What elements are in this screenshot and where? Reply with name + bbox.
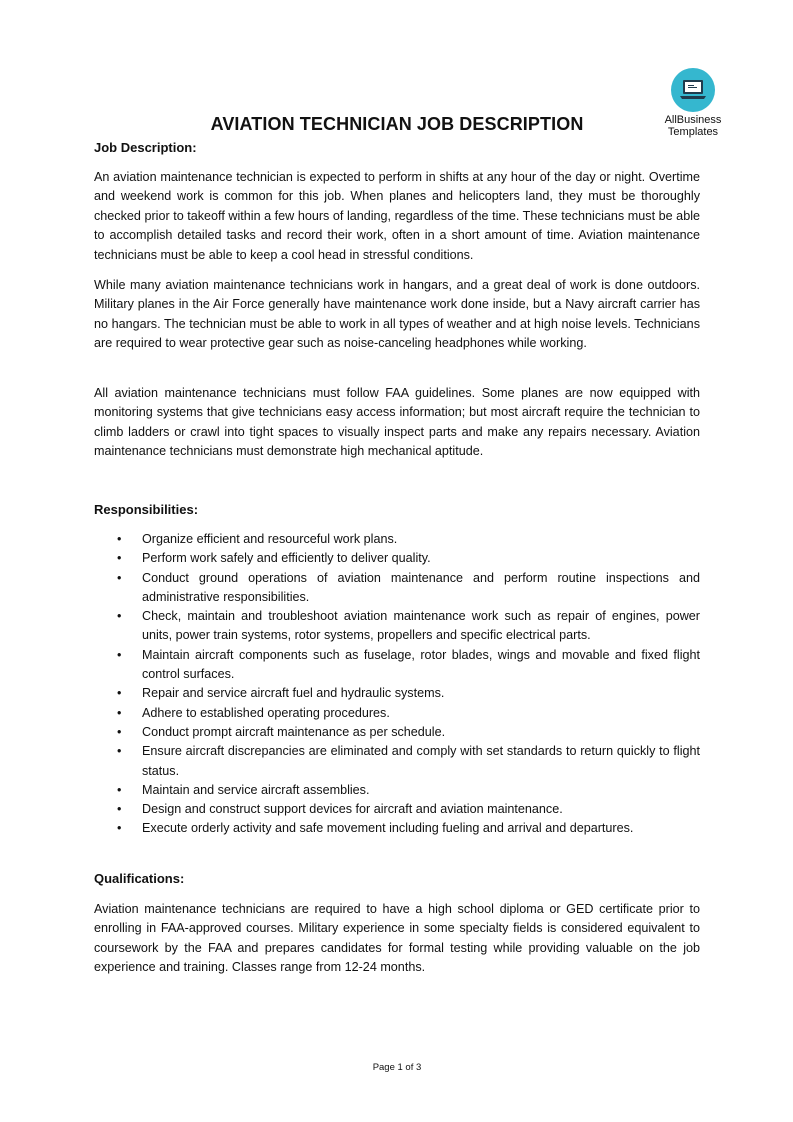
qualifications-heading: Qualifications: xyxy=(94,871,185,886)
list-item: • Maintain aircraft components such as fuselage, rotor blades, wings and movable and fixed flight control surfaces. xyxy=(117,647,700,682)
document-title: AVIATION TECHNICIAN JOB DESCRIPTION xyxy=(210,114,584,134)
page-number: Page 1 of 3 xyxy=(372,1062,422,1073)
list-item: • Conduct prompt aircraft maintenance as per schedule. xyxy=(117,724,446,739)
list-item: • Organize efficient and resourceful work plans. xyxy=(117,532,398,546)
qualifications-paragraph: Aviation maintenance technicians are required to have a high school diploma or GED certificate prior to enrolling in FAA-approved courses. Military experience in some specialty fields is considered equivalent to coursework by the FAA and prepares candidates for formal testing while providing valuable on the job experience and training. Classes range from 12-24 months. xyxy=(94,902,700,975)
list-item: • Design and construct support devices for aircraft and aviation maintenance. xyxy=(117,802,563,817)
logo-text-line2: Templates xyxy=(667,126,719,138)
list-item: • Conduct ground operations of aviation maintenance and perform routine inspections and administrative responsibilities. xyxy=(117,570,700,604)
logo-text-line1: AllBusiness xyxy=(664,114,722,126)
list-item: • Adhere to established operating procedures. xyxy=(117,705,390,720)
list-item: • Ensure aircraft discrepancies are eliminated and comply with set standards to return quickly to flight status. xyxy=(117,744,700,778)
responsibilities-heading: Responsibilities: xyxy=(94,502,199,517)
list-item: • Execute orderly activity and safe movement including fueling and arrival and departures. xyxy=(117,821,634,836)
list-item: • Perform work safely and efficiently to deliver quality. xyxy=(117,551,431,566)
job-description-heading: Job Description: xyxy=(94,140,197,155)
list-item: • Maintain and service aircraft assemblies. xyxy=(117,782,370,797)
job-description-paragraph-3: All aviation maintenance technicians must follow FAA guidelines. Some planes are now equipped with monitoring systems that give technicians easy access information; but most aircraft require the technician to climb ladders or crawl into tight spaces to visually inspect parts and make any repairs necessary. Aviation maintenance technicians must demonstrate high mechanical aptitude. xyxy=(94,386,700,459)
list-item: • Repair and service aircraft fuel and hydraulic systems. xyxy=(117,686,445,701)
job-description-paragraph-1: An aviation maintenance technician is expected to perform in shifts at any hour of the day or night. Overtime and weekend work is common for this job. When planes and helicopters land, they must be thoroughly checked prior to takeoff within a few hours of landing, regardless of the time. These technicians must be able to accomplish detailed tasks and record their work, often in a short amount of time. Aviation maintenance technicians must be able to keep a cool head in stressful conditions. xyxy=(94,170,700,262)
job-description-paragraph-2: While many aviation maintenance technicians work in hangars, and a great deal of work is done outdoors. Military planes in the Air Force generally have maintenance work done inside, but a Navy aircraft carrier has no hangars. The technician must be able to work in all types of weather and at high noise levels. Technicians are required to wear protective gear such as noise-canceling headphones while working. xyxy=(94,278,700,351)
laptop-icon xyxy=(671,68,715,112)
responsibilities-list xyxy=(94,530,700,839)
list-item: • Check, maintain and troubleshoot aviation maintenance work such as repair of engines, power units, power train systems, rotor systems, propellers and specific electrical parts. xyxy=(117,609,700,643)
